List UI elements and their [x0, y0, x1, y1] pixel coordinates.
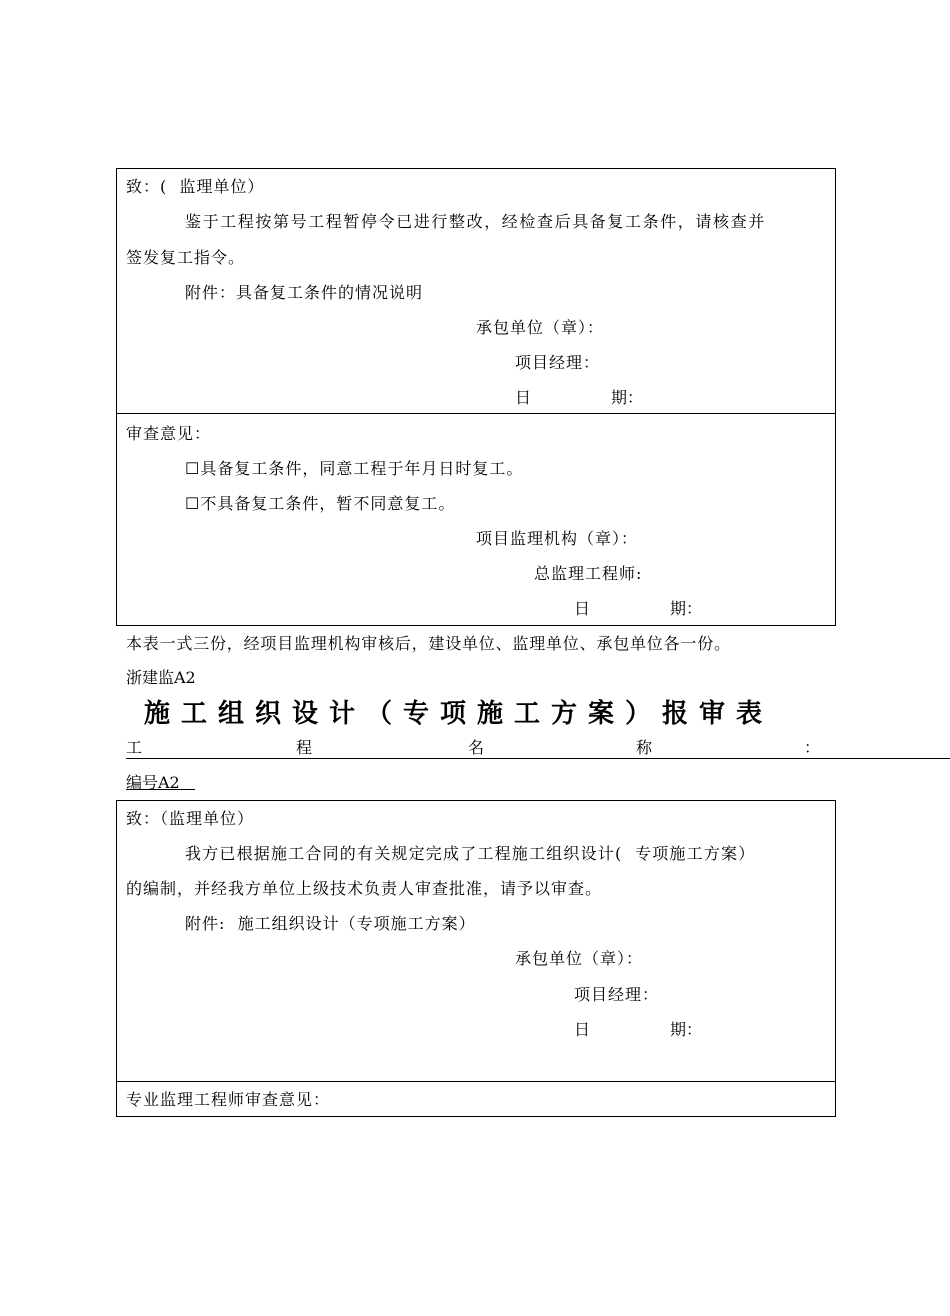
contractor-seal-label-2: 承包单位（章）：: [515, 949, 644, 968]
addressee: 致：( 监理单位）: [126, 177, 265, 196]
date2-label-qi: 期：: [670, 599, 703, 618]
chief-engineer-label: 总监理工程师:: [534, 564, 643, 583]
date3-label-ri: 日: [574, 1020, 591, 1039]
project-name-char-3: 名: [468, 738, 485, 757]
attachment-note: 附件：具备复工条件的情况说明: [185, 283, 424, 302]
submission-box: [116, 800, 836, 1082]
form-code: 浙建监A2: [126, 668, 196, 687]
date2-label-ri: 日: [574, 599, 591, 618]
contractor-seal-label: 承包单位（章）：: [476, 318, 605, 337]
attachment-note-2: 附件: 施工组织设计（专项施工方案）: [185, 914, 476, 933]
specialist-review-label: 专业监理工程师审查意见：: [126, 1090, 331, 1109]
project-manager-label-2: 项目经理：: [574, 985, 660, 1004]
date-label-qi: 期：: [611, 388, 644, 407]
project-manager-label: 项目经理：: [515, 353, 601, 372]
addressee-2: 致：（监理单位）: [126, 809, 255, 828]
body2-text-line2: 的编制，并经我方单位上级技术负责人审查批准，请予以审查。: [126, 879, 603, 898]
review-opinion-label: 审查意见：: [126, 424, 212, 443]
date-label-ri: 日: [515, 388, 532, 407]
option-reject: ☐不具备复工条件，暂不同意复工。: [185, 494, 456, 513]
body-text-line1: 鉴于工程按第号工程暂停令已进行整改，经检查后具备复工条件，请核查并: [185, 212, 766, 231]
body-text-line2: 签发复工指令。: [126, 248, 246, 267]
form-number: 编号A2: [126, 773, 195, 792]
review-opinion-box: [116, 413, 836, 626]
form-title: 施工组织设计（专项施工方案）报审表: [144, 699, 774, 729]
project-name-colon: ：: [804, 738, 821, 757]
date3-label-qi: 期：: [670, 1020, 703, 1039]
copies-footnote: 本表一式三份，经项目监理机构审核后，建设单位、监理单位、承包单位各一份。: [126, 634, 731, 653]
project-name-char-2: 程: [296, 738, 313, 757]
project-name-char-1: 工: [126, 738, 143, 757]
supervision-org-seal-label: 项目监理机构（章）：: [476, 529, 639, 548]
option-approve: ☐具备复工条件，同意工程于年月日时复工。: [185, 459, 524, 478]
body2-text-line1: 我方已根据施工合同的有关规定完成了工程施工组织设计( 专项施工方案）: [185, 844, 756, 863]
project-name-row: [126, 738, 950, 759]
project-name-char-4: 称: [636, 738, 653, 757]
